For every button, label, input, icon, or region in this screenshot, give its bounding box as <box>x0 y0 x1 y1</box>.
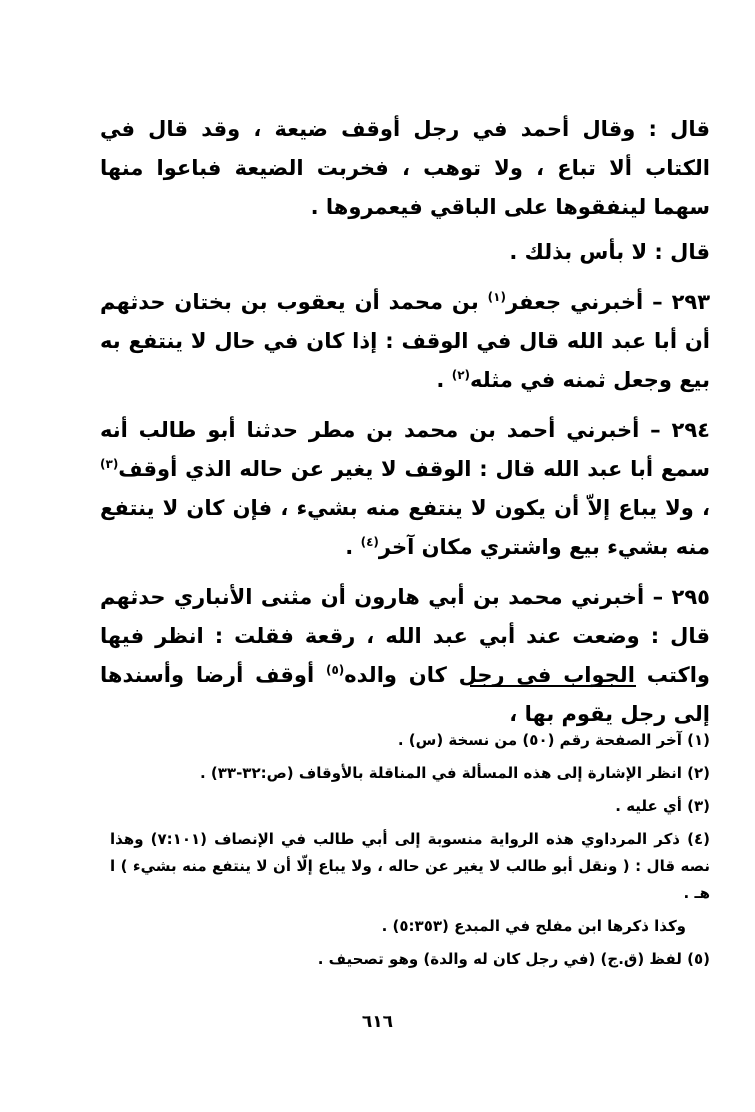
footnote-ref: (٥) <box>325 663 345 677</box>
footnote-1: (١) آخر الصفحة رقم (٥٠) من نسخة (س) . <box>397 731 710 749</box>
page-number: ٦١٦ <box>361 1012 394 1032</box>
main-text <box>100 110 710 734</box>
footnote-5: (٥) لفظ (ق.ج) (في رجل كان له والدة) وهو تصحيف . <box>317 950 710 968</box>
paragraph-2: قال : لا بأس بذلك . <box>509 240 710 264</box>
text-segment: ٢٩٥ – أخبرني محمد بن أبي هارون أن مثنى الأنباري حدثهم قال : وضعت عند أبي عبد الله ، رقعة فقلت : انظر فيها واكتب الجواب في رجل كان والده <box>100 585 710 687</box>
footnote-ref: (٤) <box>360 535 379 549</box>
text-segment: بن محمد أن يعقوب بن بختان حدثهم أن أبا عبد الله قال في الوقف : إذا كان في حال لا ينتفع به بيع وجعل ثمنه في مثله <box>100 290 710 392</box>
footnote-ref: (٣) <box>100 457 119 471</box>
text-segment: ، ولا يباع إلاّ أن يكون لا ينتفع منه بشيء ، فإن كان لا ينتفع منه بشيء بيع واشتري مكان آخر <box>100 496 710 559</box>
footnote-4: (٤) ذكر المرداوي هذه الرواية منسوبة إلى أبي طالب في الإنصاف (٧:١٠١) وهذا نصه قال : ( ونقل أبو طالب لا يغير عن حاله ، ولا يباع إلّا أن لا ينتفع منه بشيء ) ا هـ . <box>110 830 710 902</box>
footnote-2: (٢) انظر الإشارة إلى هذه المسألة في المناقلة بالأوقاف (ص:٣٢-٣٣) . <box>199 764 710 782</box>
footnote-separator <box>470 685 636 687</box>
footnote-ref: (١) <box>487 290 506 304</box>
footnotes <box>110 727 710 973</box>
footnote-4-continued: وكذا ذكرها ابن مفلح في المبدع (٥:٣٥٣) . <box>381 917 686 935</box>
text-segment: . <box>436 368 452 392</box>
paragraph-1: قال : وقال أحمد في رجل أوقف ضيعة ، وقد قال في الكتاب ألا تباع ، ولا توهب ، فخربت الضيعة فباعوا منها سهما لينفقوها على الباقي فيعمروها . <box>100 117 710 219</box>
text-segment: . <box>345 535 361 559</box>
text-segment: أوقف أرضا وأسندها إلى رجل يقوم بها ، <box>100 663 710 726</box>
paragraph-293 <box>100 283 710 400</box>
paragraph-295 <box>100 578 710 734</box>
paragraph-294 <box>100 411 710 567</box>
text-segment: ٢٩٣ – أخبرني جعفر <box>505 290 711 314</box>
footnote-3: (٣) أي عليه . <box>615 797 710 815</box>
text-segment: ٢٩٤ – أخبرني أحمد بن محمد بن مطر حدثنا أبو طالب أنه سمع أبا عبد الله قال : الوقف لا يغير عن حاله الذي أوقف <box>100 418 710 481</box>
footnote-ref: (٢) <box>451 368 471 382</box>
